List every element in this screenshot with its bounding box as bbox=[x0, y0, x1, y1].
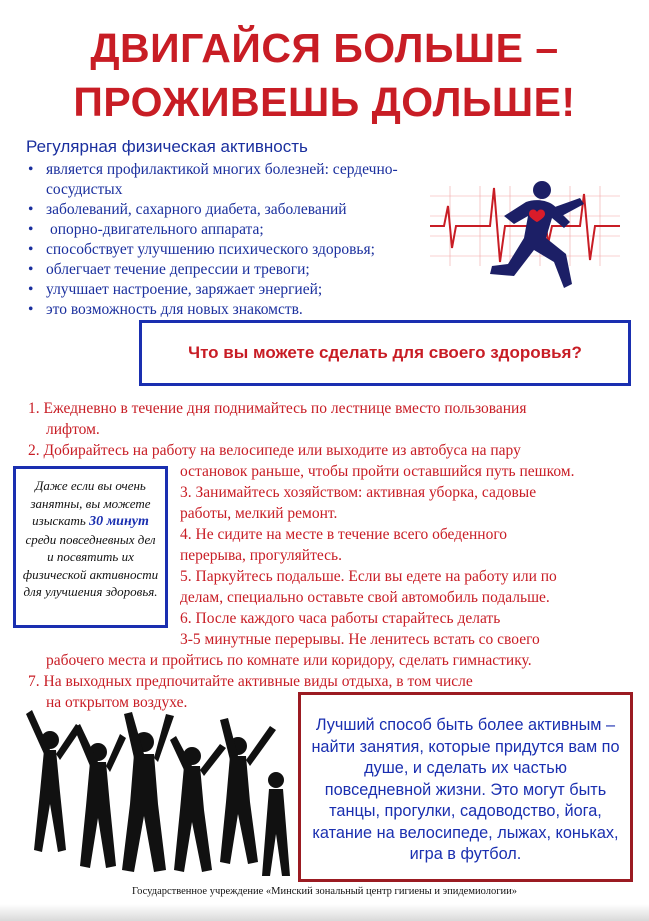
benefit-item: • это возможность для новых знакомств. bbox=[24, 300, 434, 320]
poster-title-line-1: ДВИГАЙСЯ БОЛЬШЕ – bbox=[90, 25, 559, 71]
benefits-list bbox=[24, 160, 434, 320]
tip-line: делам, специально оставьте свой автомобиль подальше. bbox=[180, 589, 550, 606]
benefit-item: • улучшает настроение, заряжает энергией; bbox=[24, 280, 434, 300]
tip-line: перерыва, прогуляйтесь. bbox=[180, 547, 342, 564]
benefit-item: • облегчает течение депрессии и тревоги; bbox=[24, 260, 434, 280]
tip-line: 2. Добирайтесь на работу на велосипеде или выходите из автобуса на пару bbox=[28, 442, 521, 459]
benefit-item-continuation: • опорно-двигательного аппарата; bbox=[24, 220, 434, 240]
bottom-shadow-bar bbox=[0, 904, 649, 921]
tip-line: лифтом. bbox=[46, 421, 100, 438]
benefit-item-continuation: • заболеваний, сахарного диабета, заболеваний bbox=[24, 200, 434, 220]
tip-line: 3-5 минутные перерывы. Не ленитесь встать со своего bbox=[180, 631, 540, 648]
footer-organization: Государственное учреждение «Минский зональный центр гигиены и эпидемиологии» bbox=[131, 886, 517, 897]
poster-title-line-2: ПРОЖИВЕШЬ ДОЛЬШЕ! bbox=[73, 79, 576, 125]
question-box bbox=[139, 320, 631, 386]
tip-line: 4. Не сидите на месте в течение всего обеденного bbox=[180, 526, 508, 543]
benefits-heading: Регулярная физическая активность bbox=[26, 137, 308, 156]
tip-line: на открытом воздухе. bbox=[46, 694, 188, 711]
tip-line: рабочего места и пройтись по комнате или коридору, сделать гимнастику. bbox=[46, 652, 532, 669]
tip-line: 1. Ежедневно в течение дня поднимайтесь по лестнице вместо пользования bbox=[28, 400, 527, 417]
runner-heartbeat-illustration bbox=[430, 176, 620, 316]
best-way-text: Лучший способ быть более активным – найти занятия, которые придутся вам по душе, и сделать их частью повседневной жизни. Это могут быть танцы, прогулки, садоводство, йога, катание на велосипеде, лыжах, коньках, игра в футбол. bbox=[311, 716, 620, 863]
busy-note-box bbox=[13, 466, 168, 628]
dancers-silhouette-icon bbox=[26, 710, 290, 876]
tip-line: 5. Паркуйтесь подальше. Если вы едете на работу или по bbox=[180, 568, 557, 585]
dancing-people-illustration bbox=[20, 700, 290, 888]
tip-line: 7. На выходных предпочитайте активные виды отдыха, в том числе bbox=[28, 673, 473, 690]
best-way-box bbox=[298, 692, 633, 882]
tip-line: работы, мелкий ремонт. bbox=[180, 505, 338, 522]
benefit-item: • является профилактикой многих болезней: сердечно-сосудистых bbox=[24, 160, 434, 200]
busy-note-text-1: Даже если вы очень занятны, вы можете изыскать bbox=[30, 478, 151, 528]
busy-note-text-2: среди повседневных дел и посвятить их физической активности для улучшения здоровья. bbox=[22, 531, 159, 599]
tip-line: 6. После каждого часа работы старайтесь делать bbox=[180, 610, 501, 627]
question-text: Что вы можете сделать для своего здоровья? bbox=[188, 343, 582, 362]
benefit-item: • способствует улучшению психического здоровья; bbox=[24, 240, 434, 260]
tip-line: 3. Занимайтесь хозяйством: активная уборка, садовые bbox=[180, 484, 537, 501]
tip-line: остановок раньше, чтобы пройти оставшийся путь пешком. bbox=[180, 463, 575, 480]
busy-note-highlight: 30 минут bbox=[89, 514, 149, 529]
